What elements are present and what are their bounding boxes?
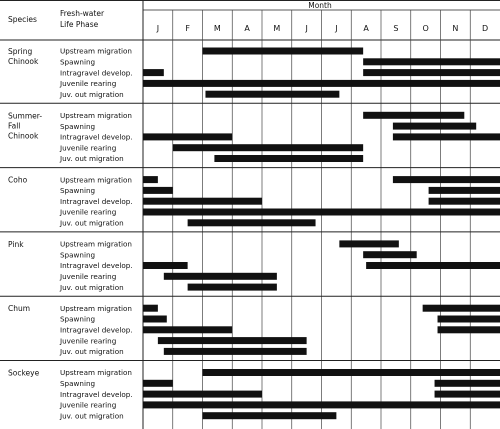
- phase-label: Spawning: [60, 121, 96, 131]
- species-group: [0, 103, 500, 163]
- phase-duration-bar: [143, 80, 500, 87]
- month-tick-label: S: [393, 24, 399, 33]
- phase-duration-bar: [143, 305, 158, 312]
- month-tick-labels: [156, 24, 489, 33]
- phase-duration-bar: [143, 391, 262, 398]
- phase-duration-bar: [429, 187, 500, 194]
- phase-label: Spawning: [60, 250, 96, 260]
- phase-duration-bar: [438, 316, 500, 323]
- phase-label: Juv. out migration: [60, 282, 124, 292]
- species-name-label: Sockeye: [8, 368, 40, 378]
- chart-header: [8, 1, 332, 29]
- phase-duration-bar: [158, 337, 307, 344]
- phase-label: Upstream migration: [60, 111, 132, 120]
- phase-duration-bar: [203, 369, 500, 376]
- phase-duration-bar: [143, 176, 158, 183]
- phase-label: Upstream migration: [60, 239, 132, 249]
- phase-label: Juv. out migration: [60, 218, 124, 228]
- phase-duration-bar: [164, 348, 307, 355]
- species-group: [0, 296, 500, 356]
- phase-duration-bar: [363, 112, 464, 119]
- month-tick-label: J: [335, 24, 338, 33]
- species-group: [0, 168, 500, 228]
- species-groups: [0, 47, 500, 421]
- phase-label: Upstream migration: [60, 46, 132, 56]
- phase-duration-bar: [188, 284, 277, 291]
- month-tick-label: D: [482, 24, 489, 33]
- phase-duration-bar: [393, 123, 476, 130]
- phase-duration-bar: [363, 69, 500, 76]
- phase-duration-bar: [143, 69, 164, 76]
- phase-label: Juvenile rearing: [60, 336, 117, 346]
- species-name-label: Coho: [8, 175, 28, 185]
- phase-label: Upstream migration: [60, 175, 132, 185]
- phase-duration-bar: [203, 412, 337, 419]
- month-tick-label: O: [422, 24, 429, 33]
- phase-label: Juvenile rearing: [60, 143, 117, 153]
- month-tick-label: A: [244, 24, 250, 33]
- phase-duration-bar: [203, 48, 364, 55]
- species-column-header: Species: [8, 15, 37, 24]
- month-tick-label: F: [185, 24, 190, 33]
- phase-duration-bar: [429, 198, 500, 205]
- phase-duration-bar: [363, 251, 417, 258]
- phase-label: Intragravel develop.: [60, 196, 133, 206]
- phase-duration-bar: [143, 133, 232, 140]
- species-name-label: Chinook: [8, 57, 39, 66]
- phase-duration-bar: [393, 176, 500, 183]
- phase-label: Juv. out migration: [60, 154, 124, 164]
- species-group: [8, 47, 500, 99]
- phase-duration-bar: [143, 209, 500, 216]
- month-tick-label: A: [363, 24, 369, 33]
- phase-duration-bar: [435, 391, 500, 398]
- phase-label: Juv. out migration: [60, 411, 124, 421]
- phase-label: Spawning: [60, 57, 96, 67]
- phase-duration-bar: [214, 155, 363, 162]
- month-tick-label: J: [305, 24, 308, 33]
- phase-duration-bar: [143, 262, 188, 269]
- species-name-label: Spring: [8, 47, 33, 56]
- phase-duration-bar: [188, 219, 316, 226]
- phase-label: Juvenile rearing: [60, 272, 117, 281]
- month-tick-label: M: [273, 24, 281, 33]
- phase-label: Intragravel develop.: [60, 68, 133, 78]
- phase-label: Spawning: [60, 379, 96, 388]
- phase-label: Juv. out migration: [60, 89, 124, 99]
- species-name-label: Fall: [8, 121, 21, 131]
- phase-duration-bar: [393, 133, 500, 140]
- month-tick-label: M: [213, 24, 221, 33]
- phase-label: Intragravel develop.: [60, 325, 133, 335]
- phase-duration-bar: [143, 198, 262, 205]
- phase-duration-bar: [339, 240, 399, 247]
- phase-label: Juvenile rearing: [60, 207, 117, 217]
- species-group: [0, 361, 500, 421]
- phase-duration-bar: [143, 380, 173, 387]
- species-name-label: Chum: [8, 304, 31, 314]
- species-group: [0, 232, 500, 292]
- species-name-label: Pink: [8, 239, 24, 249]
- phase-label: Intragravel develop.: [60, 132, 133, 142]
- month-axis-title: Month: [308, 1, 332, 10]
- phase-duration-bar: [366, 262, 500, 269]
- phase-duration-bar: [143, 401, 500, 408]
- phase-label: Juv. out migration: [60, 347, 124, 357]
- phase-column-header-line2: Life Phase: [60, 20, 99, 29]
- phase-duration-bar: [143, 316, 167, 323]
- species-name-label: Summer-: [8, 111, 43, 121]
- phase-label: Spawning: [60, 186, 96, 196]
- phase-label: Upstream migration: [60, 368, 132, 378]
- phase-label: Juvenile rearing: [60, 400, 117, 410]
- month-tick-label: J: [156, 24, 160, 33]
- month-tick-label: N: [452, 24, 459, 33]
- phase-duration-bar: [205, 91, 339, 98]
- phase-duration-bar: [143, 326, 232, 333]
- species-name-label: Chinook: [8, 131, 39, 141]
- phase-duration-bar: [164, 273, 277, 280]
- phase-label: Upstream migration: [60, 303, 132, 313]
- phase-duration-bar: [435, 380, 500, 387]
- phase-duration-bar: [143, 187, 173, 194]
- phase-duration-bar: [438, 326, 500, 333]
- phase-column-header-line1: Fresh-water: [60, 9, 105, 18]
- phase-label: Intragravel develop.: [60, 389, 133, 399]
- phase-label: Intragravel develop.: [60, 261, 133, 271]
- phase-duration-bar: [363, 58, 500, 65]
- phase-label: Spawning: [60, 314, 96, 324]
- phase-label: Juvenile rearing: [60, 79, 117, 89]
- phase-duration-bar: [423, 305, 500, 312]
- phase-duration-bar: [173, 144, 363, 151]
